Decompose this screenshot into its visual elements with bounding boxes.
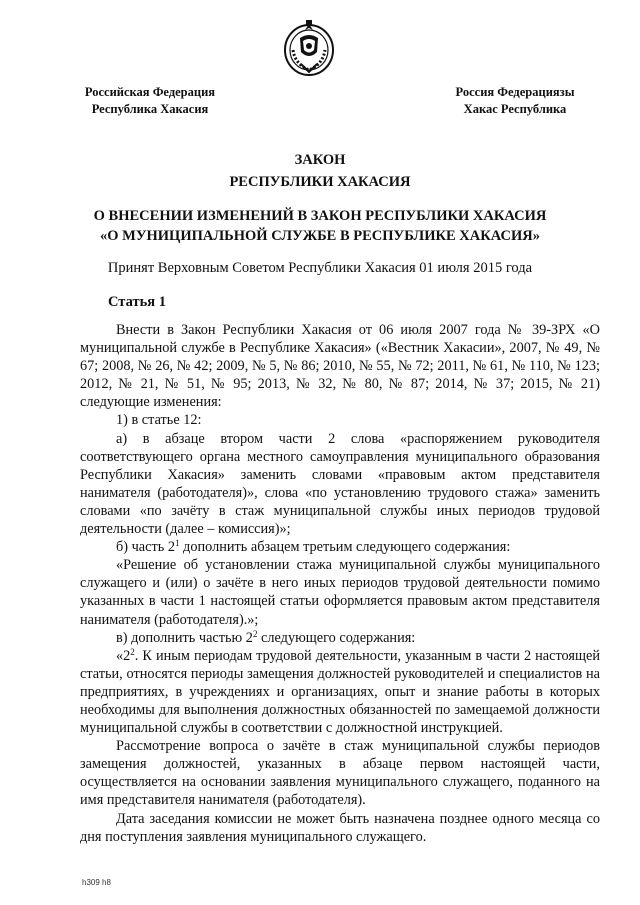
paragraph	[80, 647, 600, 737]
page-footer-code: h309 h8	[82, 878, 111, 887]
paragraph	[80, 538, 600, 556]
header-left	[70, 84, 230, 118]
superscript: 2	[130, 646, 135, 657]
title-line1: О ВНЕСЕНИИ ИЗМЕНЕНИЙ В ЗАКОН РЕСПУБЛИКИ ХАКАСИЯ	[93, 208, 547, 224]
header-right	[430, 84, 600, 118]
header-left-line1: Российская Федерация	[84, 85, 216, 99]
document-title	[60, 206, 580, 246]
paragraph: 1) в статье 12:	[116, 412, 202, 429]
paragraph	[80, 629, 600, 647]
header-right-line1: Россия Федерациязы	[455, 85, 575, 99]
paragraph: «Решение об установлении стажа муниципальной службы муниципального служащего и (или) о зачёте в него иных периодов трудовой деятельности помимо указанных в части 1 настоящей статьи оформляется правовым актом представителя нанимателя (работодателя).»;	[80, 557, 600, 628]
paragraph-text: б) часть 2	[116, 539, 175, 556]
adoption-note: Принят Верховным Советом Республики Хакасия 01 июля 2015 года	[107, 260, 533, 276]
paragraph-text: в) дополнить частью 2	[116, 629, 253, 646]
paragraph-text: «2	[116, 647, 131, 664]
paragraph: Рассмотрение вопроса о зачёте в стаж муниципальной службы периодов замещения должностей, указанных в абзаце первом настоящей части, осуществляется на основании заявления муниципального служащего, поданного на имя представителя нанимателя (работодателя).	[80, 738, 600, 809]
title-line2: «О МУНИЦИПАЛЬНОЙ СЛУЖБЕ В РЕСПУБЛИКЕ ХАКАСИЯ»	[100, 228, 540, 244]
document-body	[80, 321, 600, 846]
superscript: 1	[174, 538, 180, 549]
header-right-line2: Хакас Республика	[463, 102, 567, 116]
superscript: 2	[252, 628, 258, 639]
article-heading: Статья 1	[108, 294, 166, 310]
header-left-line2: Республика Хакасия	[91, 102, 209, 116]
paragraph: а) в абзаце втором части 2 слова «распоряжением руководителя соответствующего органа местного самоуправления муниципального образования Республики Хакасия» заменить словами «правовым актом представителя нанимателя (работодателя)», слова «по установлению трудового стажа» заменить словами «по зачёту в стаж муниципальной службы иных периодов трудовой деятельности (далее – комиссия)»;	[80, 430, 600, 538]
paragraph-text: дополнить абзацем третьим следующего содержания:	[179, 539, 511, 556]
paragraph-text: . К иным периодам трудовой деятельности, указанным в части 2 настоящей статьи, относятся периоды замещения должностей руководителей и специалистов на предприятиях, в учреждениях и организациях, опыт и знание работы в которых необходимы для выполнения должностных обязанностей по замещаемой должности муниципальной службы в соответствии с должностной инструкцией.	[80, 647, 600, 737]
paragraph-text: следующего содержания:	[257, 629, 416, 646]
law-heading: ЗАКОН	[294, 152, 346, 168]
law-subheading: РЕСПУБЛИКИ ХАКАСИЯ	[229, 174, 411, 190]
paragraph: Внести в Закон Республики Хакасия от 06 июля 2007 года № 39-ЗРХ «О муниципальной службе в Республике Хакасия» («Вестник Хакасии», 2007, № 49, № 67; 2008, № 26, № 42; 2009, № 5, № 86; 2010, № 55, № 72; 2011, № 61, № 110, № 123; 2012, № 21, № 51, № 95; 2013, № 32, № 80, № 87; 2014, № 37; 2015, № 21) следующие изменения:	[80, 322, 600, 411]
coat-of-arms-icon	[279, 16, 339, 80]
paragraph: Дата заседания комиссии не может быть назначена позднее одного месяца со дня поступления заявления муниципального служащего.	[80, 810, 600, 845]
